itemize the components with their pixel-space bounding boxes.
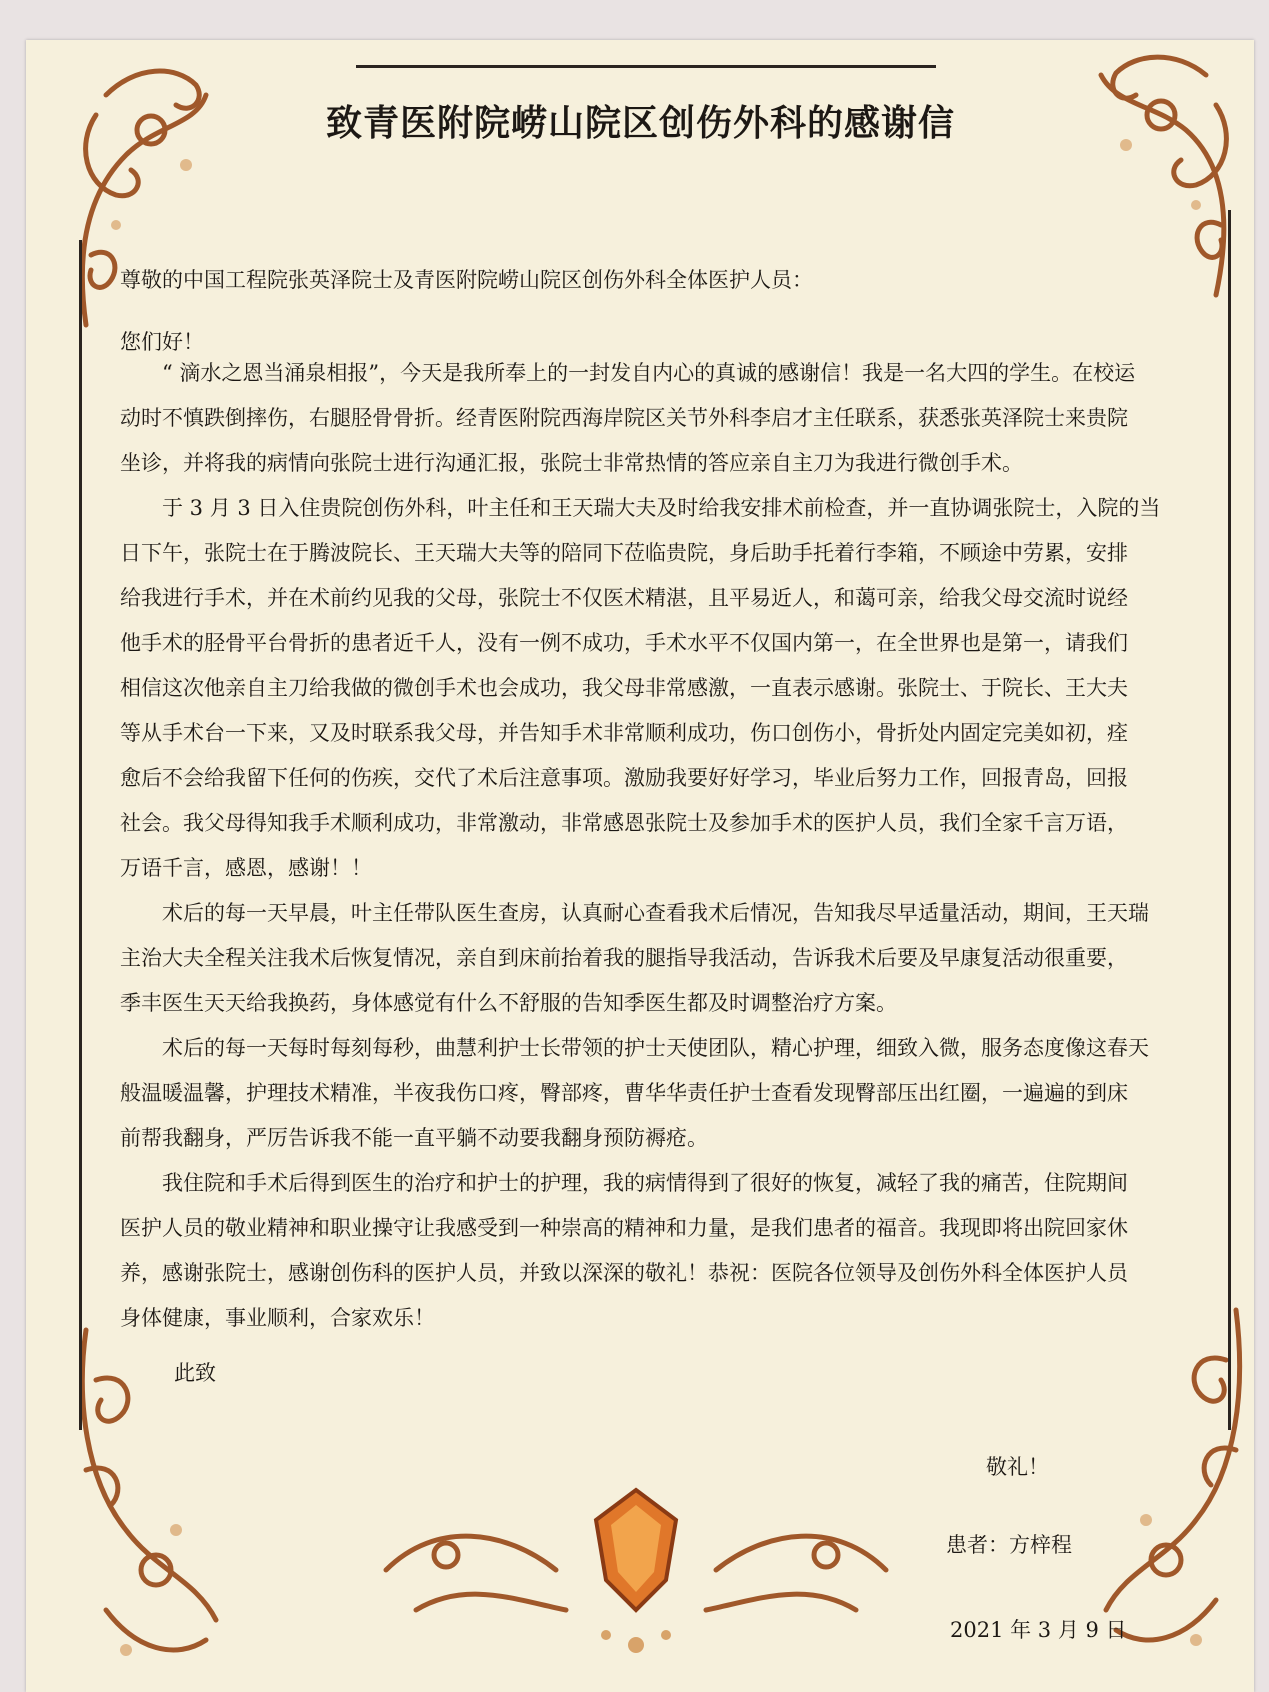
bottom-center-ornament-icon <box>376 1460 896 1680</box>
body-line: 给我进行手术，并在术前约见我的父母，张院士不仅医术精湛，且平易近人，和蔼可亲，给我父母交流时说经 <box>120 586 1128 610</box>
body-line: 术后的每一天早晨，叶主任带队医生查房，认真耐心查看我术后情况，告知我尽早适量活动，期间，王天瑞 <box>162 901 1149 925</box>
body-line: 动时不慎跌倒摔伤，右腿胫骨骨折。经青医附院西海岸院区关节外科李启才主任联系，获悉张英泽院士来贵院 <box>120 406 1128 430</box>
body-line: 万语千言，感恩，感谢！！ <box>120 856 372 880</box>
body-line: 愈后不会给我留下任何的伤疾，交代了术后注意事项。激励我要好好学习，毕业后努力工作，回报青岛，回报 <box>120 766 1128 790</box>
letter-title: 致青医附院崂山院区创伤外科的感谢信 <box>326 103 956 144</box>
frame-left-border <box>79 240 82 1430</box>
body-line: 术后的每一天每时每刻每秒，曲慧利护士长带领的护士天使团队，精心护理，细致入微，服务态度像这春天 <box>162 1036 1149 1060</box>
letter-paper <box>26 40 1254 1692</box>
body-line: 相信这次他亲自主刀给我做的微创手术也会成功，我父母非常感激，一直表示感谢。张院士、于院长、王大夫 <box>120 676 1128 700</box>
body-line: 前帮我翻身，严厉告诉我不能一直平躺不动要我翻身预防褥疮。 <box>120 1126 708 1150</box>
top-rule <box>356 65 936 68</box>
body-line: 般温暖温馨，护理技术精准，半夜我伤口疼，臀部疼，曹华华责任护士查看发现臀部压出红圈，一遍遍的到床 <box>120 1081 1128 1105</box>
body-line: 他手术的胫骨平台骨折的患者近千人，没有一例不成功，手术水平不仅国内第一，在全世界也是第一，请我们 <box>120 631 1128 655</box>
body-line: 身体健康，事业顺利，合家欢乐！ <box>120 1306 435 1330</box>
letter-regards: 敬礼！ <box>986 1455 1049 1479</box>
letter-closing: 此致 <box>174 1361 216 1385</box>
letter-date: 2021 年 3 月 9 日 <box>950 1618 1127 1642</box>
corner-ornament-top-left-icon <box>66 55 216 345</box>
body-line: 我住院和手术后得到医生的治疗和护士的护理，我的病情得到了很好的恢复，减轻了我的痛苦，住院期间 <box>162 1171 1128 1195</box>
body-line: 于 3 月 3 日入住贵院创伤外科，叶主任和王天瑞大夫及时给我安排术前检查，并一直协调张院士，入院的当 <box>162 496 1161 520</box>
body-line: 等从手术台一下来，又及时联系我父母，并告知手术非常顺利成功，伤口创伤小，骨折处内固定完美如初，痊 <box>120 721 1128 745</box>
body-line: 医护人员的敬业精神和职业操守让我感受到一种崇高的精神和力量，是我们患者的福音。我现即将出院回家休 <box>120 1216 1128 1240</box>
letter-greeting: 尊敬的中国工程院张英泽院士及青医附院崂山院区创伤外科全体医护人员： <box>120 268 813 292</box>
frame-right-border <box>1228 210 1231 1430</box>
body-line: 日下午，张院士在于腾波院长、王天瑞大夫等的陪同下莅临贵院，身后助手托着行李箱，不顾途中劳累，安排 <box>120 541 1128 565</box>
body-line: 坐诊，并将我的病情向张院士进行沟通汇报，张院士非常热情的答应亲自主刀为我进行微创手术。 <box>120 451 1023 475</box>
body-line: “ 滴水之恩当涌泉相报”，今天是我所奉上的一封发自内心的真诚的感谢信！我是一名大四的学生。在校运 <box>162 361 1136 385</box>
body-line: 主治大夫全程关注我术后恢复情况，亲自到床前抬着我的腿指导我活动，告诉我术后要及早康复活动很重要， <box>120 946 1128 970</box>
body-line: 社会。我父母得知我手术顺利成功，非常激动，非常感恩张院士及参加手术的医护人员，我们全家千言万语， <box>120 811 1128 835</box>
letter-hello: 您们好！ <box>120 330 204 354</box>
corner-ornament-top-right-icon <box>1076 45 1246 305</box>
body-line: 季丰医生天天给我换药，身体感觉有什么不舒服的告知季医生都及时调整治疗方案。 <box>120 991 897 1015</box>
body-line: 养，感谢张院士，感谢创伤科的医护人员，并致以深深的敬礼！恭祝：医院各位领导及创伤外科全体医护人员 <box>120 1261 1128 1285</box>
letter-signature: 患者：方梓程 <box>946 1533 1072 1557</box>
